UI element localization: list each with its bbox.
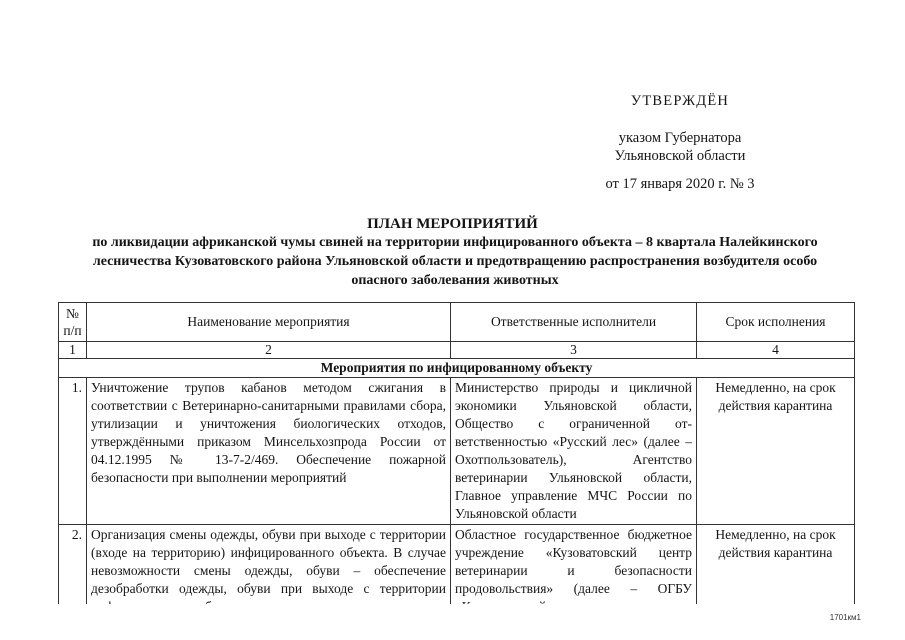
row-number: 2. bbox=[59, 525, 87, 618]
approval-date: от 17 января 2020 г. № 3 bbox=[605, 176, 755, 192]
header-name: Наименование мероприятия bbox=[87, 303, 451, 342]
row-number: 1. bbox=[59, 378, 87, 525]
plan-subtitle: по ликвидации африканской чумы свиней на территории инфицированного объекта – 8 квартала Налейкинского лесничества Кузоватовского района Ульяновской области и предотвращению распространения возбудителя особо опасного заболевания животных bbox=[92, 235, 818, 288]
row-responsible: Министерство природы и цикличной экономики Ульяновской области, Общество с ограниченной ответственностью «Русский лес» (далее – Охотпользователь), Агентство ветеринарии Ульяновской области, Главное управление МЧС России по Ульяновской области bbox=[451, 378, 697, 525]
header-term: Срок исполнения bbox=[697, 303, 855, 342]
plan-title: ПЛАН МЕРОПРИЯТИЙ bbox=[367, 216, 538, 232]
approval-authority: указом Губернатора bbox=[618, 130, 742, 146]
measures-table bbox=[58, 302, 855, 618]
approval-region: Ульяновской области bbox=[614, 148, 746, 164]
header-responsible: Ответственные исполнители bbox=[451, 303, 697, 342]
column-number: 4 bbox=[697, 342, 855, 359]
column-number: 1 bbox=[59, 342, 87, 359]
row-measure: Организация смены одежды, обуви при выходе с территории (входе на территорию) инфицированного объекта. В случае невозможности смены одежды, обуви – обеспечение дезобработки одежды, обуви при выходе с территории bbox=[87, 525, 451, 618]
row-term: Немедленно, на срок действия карантина bbox=[697, 378, 855, 525]
section-title: Мероприятия по инфицированному объекту bbox=[59, 359, 855, 378]
row-measure: Уничтожение трупов кабанов методом сжигания в соответствии с Ветеринарно-санитарными правилами сбора, утилизации и уничтожения биологических отходов, утверждёнными приказом Минсельхозпрода России от 04.12.1995 № 13-7-2/469. Обеспечение пожарной безопасности при выполнении мероприятий bbox=[87, 378, 451, 525]
section-row bbox=[59, 359, 855, 378]
column-number-row bbox=[59, 342, 855, 359]
document-stamp: 1701км1 bbox=[829, 613, 861, 622]
column-number: 3 bbox=[451, 342, 697, 359]
table-row bbox=[59, 378, 855, 525]
header-num: № п/п bbox=[59, 303, 87, 342]
column-number: 2 bbox=[87, 342, 451, 359]
row-term: Немедленно, на срок действия карантина bbox=[697, 525, 855, 618]
table-header-row bbox=[59, 303, 855, 342]
approval-title: УТВЕРЖДЁН bbox=[630, 93, 730, 109]
row-responsible: Областное государственное бюджетное учреждение «Кузоватовский центр ветеринарии и безопасности продовольствия» (далее – ОГБУ bbox=[451, 525, 697, 618]
page-cut bbox=[0, 604, 905, 640]
